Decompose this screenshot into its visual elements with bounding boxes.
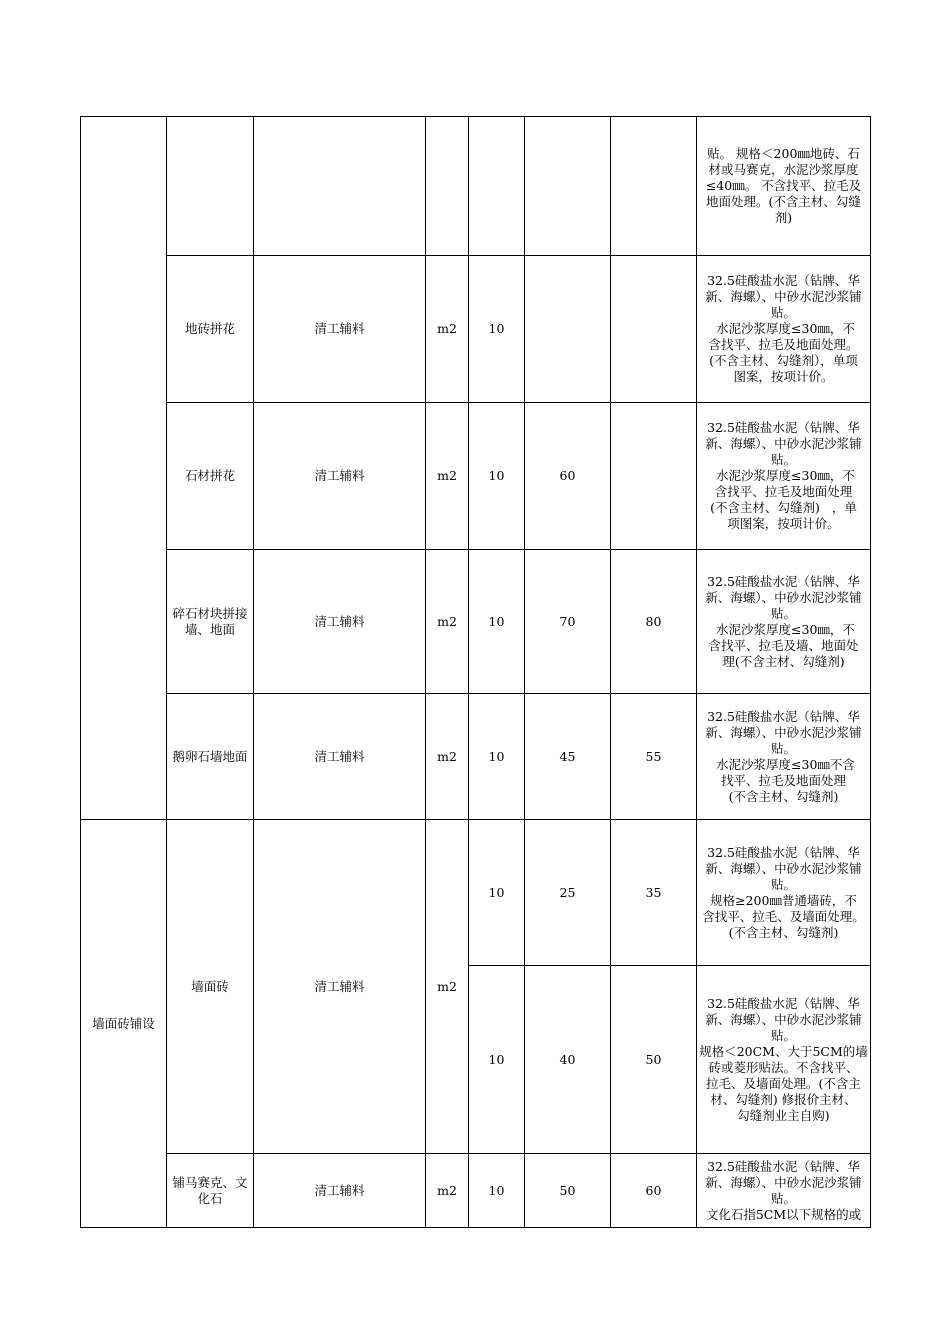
note-line: 新、海螺）、中砂水泥沙浆铺 <box>705 289 862 304</box>
qty-cell <box>469 117 525 256</box>
material-cell: 清工辅料 <box>254 820 426 1154</box>
table-row <box>81 820 871 966</box>
price-a-cell: 45 <box>525 694 611 820</box>
note-line: 图案，按项计价。 <box>733 369 834 384</box>
price-b-cell <box>611 256 697 403</box>
note-line: 32.5硅酸盐水泥（钻牌、华 <box>707 1158 860 1174</box>
table-row <box>81 117 871 256</box>
price-a-cell <box>525 256 611 403</box>
note-line: 含找平、拉毛及地面处理。 <box>708 337 859 352</box>
note-line: 32.5硅酸盐水泥（钻牌、华 <box>707 995 860 1011</box>
note-line: 材或马赛克，水泥沙浆厚度 <box>708 162 859 177</box>
note-line: 水泥沙浆厚度≤30㎜，不 <box>712 321 855 336</box>
note-line: 32.5硅酸盐水泥（钻牌、华 <box>707 420 860 435</box>
price-a-cell: 50 <box>525 1154 611 1228</box>
note-cell <box>697 403 871 550</box>
note-line: 32.5硅酸盐水泥（钻牌、华 <box>707 844 860 860</box>
price-a-cell: 60 <box>525 403 611 550</box>
qty-cell: 10 <box>469 694 525 820</box>
note-line: 水泥沙浆厚度≤30㎜，不 <box>712 621 855 637</box>
note-line: 贴。 <box>770 605 796 621</box>
note-line: 含找平、拉毛及地面处理 <box>714 484 853 499</box>
note-line: 理(不含主材、勾缝剂) <box>722 653 845 669</box>
price-a-cell: 25 <box>525 820 611 966</box>
note-line: (不含主材、勾缝剂) <box>728 788 839 804</box>
table-row <box>81 403 871 550</box>
qty-cell: 10 <box>469 256 525 403</box>
note-line: (不含主材、勾缝剂) <box>728 924 839 940</box>
note-line: 水泥沙浆厚度≤30㎜，不 <box>712 468 855 483</box>
price-b-cell <box>611 403 697 550</box>
price-a-cell: 40 <box>525 966 611 1154</box>
unit-cell: m2 <box>426 1154 469 1228</box>
note-line: 32.5硅酸盐水泥（钻牌、华 <box>707 273 860 288</box>
note-line: 新、海螺）、中砂水泥沙浆铺 <box>705 589 862 605</box>
unit-cell: m2 <box>426 403 469 550</box>
note-line: 项图案，按项计价。 <box>727 516 840 531</box>
note-line: 新、海螺）、中砂水泥沙浆铺 <box>705 1011 862 1027</box>
qty-cell: 10 <box>469 550 525 694</box>
item-name-cell: 鹅卵石墙地面 <box>167 694 254 820</box>
qty-cell: 10 <box>469 403 525 550</box>
unit-cell: m2 <box>426 550 469 694</box>
note-line: 32.5硅酸盐水泥（钻牌、华 <box>707 708 860 724</box>
price-b-cell: 35 <box>611 820 697 966</box>
qty-cell: 10 <box>469 1154 525 1228</box>
item-name-line: 墙、地面 <box>184 621 235 637</box>
table-row <box>81 1154 871 1228</box>
note-line: (不含主材、勾缝剂) ，单 <box>710 500 857 515</box>
note-line: 剂) <box>774 210 793 225</box>
unit-cell: m2 <box>426 820 469 1154</box>
note-line: 含找平、拉毛及墙、地面处 <box>708 637 859 653</box>
note-line: 新、海螺）、中砂水泥沙浆铺 <box>705 436 862 451</box>
note-line: 含找平、拉毛、及墙面处理。 <box>702 908 865 924</box>
item-name-line: 铺马赛克、文 <box>172 1174 248 1190</box>
material-cell <box>254 117 426 256</box>
note-line: 规格＜20CM、大于5CM的墙 <box>699 1043 868 1059</box>
item-name-cell: 石材拼花 <box>167 403 254 550</box>
note-line: 地面处理。(不含主材、勾缝 <box>706 194 861 209</box>
note-line: 拉毛、及墙面处理。(不含主 <box>706 1075 861 1091</box>
note-line: 水泥沙浆厚度≤30㎜不含 <box>712 756 855 772</box>
material-cell: 清工辅料 <box>254 256 426 403</box>
table-row <box>81 550 871 694</box>
group-cell: 墙面砖铺设 <box>81 820 167 1228</box>
note-line: (不含主材、勾缝剂），单项 <box>709 353 858 368</box>
qty-cell: 10 <box>469 820 525 966</box>
note-line: 贴。 <box>770 1027 796 1043</box>
unit-cell: m2 <box>426 694 469 820</box>
group-cell <box>81 117 167 820</box>
note-line: 32.5硅酸盐水泥（钻牌、华 <box>707 573 860 589</box>
unit-cell: m2 <box>426 256 469 403</box>
note-line: 贴。 <box>770 452 796 467</box>
price-table <box>80 116 871 1228</box>
table-row <box>81 256 871 403</box>
note-line: 贴。 <box>770 305 796 320</box>
note-line: 找平、拉毛及地面处理 <box>720 772 846 788</box>
item-name-cell <box>167 117 254 256</box>
note-line: 规格≥200㎜普通墙砖，不 <box>710 892 857 908</box>
note-line: 砖或菱形贴法。不含找平、 <box>708 1059 859 1075</box>
item-name-cell <box>167 1154 254 1228</box>
price-b-cell: 55 <box>611 694 697 820</box>
price-b-cell: 80 <box>611 550 697 694</box>
table-row <box>81 694 871 820</box>
item-name-line: 碎石材块拼接 <box>172 605 248 621</box>
note-line: 新、海螺）、中砂水泥沙浆铺 <box>705 860 862 876</box>
price-a-cell: 70 <box>525 550 611 694</box>
note-cell <box>697 550 871 694</box>
price-b-cell: 50 <box>611 966 697 1154</box>
note-line: ≤40㎜。 不含找平、拉毛及 <box>705 178 862 193</box>
note-line: 贴。 规格＜200㎜地砖、石 <box>707 146 860 161</box>
item-name-cell: 墙面砖 <box>167 820 254 1154</box>
item-name-line: 化石 <box>197 1190 223 1206</box>
note-line: 贴。 <box>770 1190 796 1206</box>
note-line: 文化石指5CM以下规格的或 <box>705 1206 862 1222</box>
note-line: 贴。 <box>770 876 796 892</box>
note-cell <box>697 820 871 966</box>
note-line: 新、海螺）、中砂水泥沙浆铺 <box>705 1174 862 1190</box>
note-cell <box>697 694 871 820</box>
item-name-cell: 地砖拼花 <box>167 256 254 403</box>
price-b-cell <box>611 117 697 256</box>
note-line: 贴。 <box>770 740 796 756</box>
note-line: 勾缝剂业主自购) <box>737 1107 830 1123</box>
note-cell <box>697 117 871 256</box>
price-b-cell: 60 <box>611 1154 697 1228</box>
note-line: 材、勾缝剂) 修报价主材、 <box>710 1091 857 1107</box>
item-name-cell <box>167 550 254 694</box>
note-cell <box>697 1154 871 1228</box>
note-cell <box>697 966 871 1154</box>
qty-cell: 10 <box>469 966 525 1154</box>
note-line: 新、海螺）、中砂水泥沙浆铺 <box>705 724 862 740</box>
price-a-cell <box>525 117 611 256</box>
material-cell: 清工辅料 <box>254 694 426 820</box>
unit-cell <box>426 117 469 256</box>
note-cell <box>697 256 871 403</box>
material-cell: 清工辅料 <box>254 550 426 694</box>
material-cell: 清工辅料 <box>254 403 426 550</box>
material-cell: 清工辅料 <box>254 1154 426 1228</box>
